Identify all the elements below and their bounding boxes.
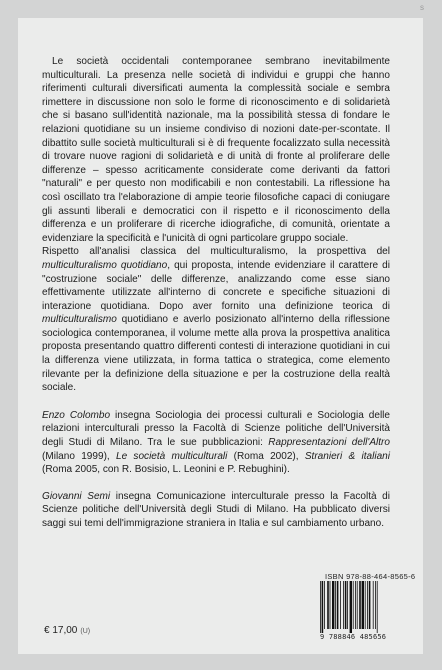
barcode-bar xyxy=(330,581,331,629)
barcode-bar xyxy=(367,581,368,629)
barcode-bar xyxy=(350,581,352,633)
barcode-bar xyxy=(320,581,321,633)
barcode-bar xyxy=(324,581,325,629)
barcode-bar xyxy=(347,581,348,629)
isbn-label: ISBN 978-88-464-8565-6 xyxy=(325,572,416,581)
author-bio-semi: Giovanni Semi insegna Comunicazione interculturale presso la Facoltà di Scienze politiche dell'Università degli Studi di Milano. Ha pubblicato diversi saggi sui temi dell'immigrazione straniera in Italia e sul cambiamento urbano. xyxy=(42,490,390,529)
price-label: € 17,00 (U) xyxy=(44,625,91,636)
barcode-bar xyxy=(359,581,361,629)
paragraph-intro: Le società occidentali contemporanee sembrano inevitabilmente multiculturali. La presenza nelle società di individui e gruppi che hanno riferimenti culturali diversificati aumenta la complessità sociale e sembra rimettere in discussione non solo le forme di riconoscimento e di solidarietà che si basano sull'identità nazionale, ma la possibilità stessa di fondare le relazioni quotidiane su un insieme condiviso di nozioni date-per-scontate. Il dibattito sulle società multiculturali si è di frequente focalizzato sulla necessità di trovare nuove ragioni di solidarietà e di unità di fronte al proliferare delle differenze – spesso acriticamente considerate come derivanti da fattori "naturali" e per questo non modificabili e non contestabili. La riflessione ha così oscillato tra l'elaborazione di ampie teorie filosofiche capaci di coniugare gli assunti liberali e democratici con il rispetto e il riconoscimento della differenza e un proliferare di ricerche idiografiche, di comunità, orientate a evidenziare la specificità e l'unicità di ogni particolare gruppo sociale. xyxy=(42,56,390,244)
paragraph-perspective: Rispetto all'analisi classica del multiculturalismo, la prospettiva del multiculturalismo quotidiano, qui proposta, intende evidenziare il carattere di "costruzione sociale" delle differenze, analizzando come esse siano effettivamente utilizzate all'interno di concrete e specifiche situazioni di interazione quotidiana. Dopo aver fornito una definizione teorica di multiculturalismo quotidiano e averlo posizionato all'interno della riflessione sociologica contemporanea, il volume mette alla prova la prospettiva analitica proposta presentando quattro differenti contesti di interazione quotidiani in cui la differenza viene utilizzata, in forma tattica o strategica, come elemento rilevante per la definizione della situazione e per la costruzione della realtà sociale. xyxy=(42,246,390,394)
barcode-bar xyxy=(357,581,358,629)
barcode-bar xyxy=(327,581,329,629)
barcode-bar xyxy=(373,581,374,629)
barcode-bar xyxy=(375,581,376,629)
barcode-bar xyxy=(322,581,324,633)
barcode-bar xyxy=(345,581,347,629)
barcode-bar xyxy=(355,581,356,629)
author-name: Giovanni Semi xyxy=(42,490,111,502)
corner-mark: s xyxy=(420,3,424,12)
barcode-bar xyxy=(335,581,336,629)
barcode-bar xyxy=(343,581,344,629)
barcode-bar xyxy=(365,581,366,629)
barcode-bar xyxy=(369,581,371,629)
barcode-bar xyxy=(340,581,341,629)
barcode-image xyxy=(320,581,395,633)
author-name: Enzo Colombo xyxy=(42,409,111,421)
author-bio-colombo: Enzo Colombo insegna Sociologia dei processi culturali e Sociologia delle relazioni interculturali presso la Facoltà di Scienze politiche dell'Università degli Studi di Milano. Tra le sue pubblicazioni: Rappresentazioni dell'Altro (Milano 1999), Le società multiculturali (Roma 2002), Stranieri & italiani (Roma 2005, con R. Bosisio, L. Leonini e P. Rebughini). xyxy=(42,409,390,476)
barcode-bar xyxy=(362,581,364,629)
barcode-digits: 9 788846 485656 xyxy=(320,633,387,641)
barcode-bar xyxy=(332,581,334,629)
barcode-bar xyxy=(353,581,354,629)
barcode-bar xyxy=(337,581,339,629)
barcode-bar xyxy=(377,581,378,633)
blurb-text xyxy=(42,55,390,531)
